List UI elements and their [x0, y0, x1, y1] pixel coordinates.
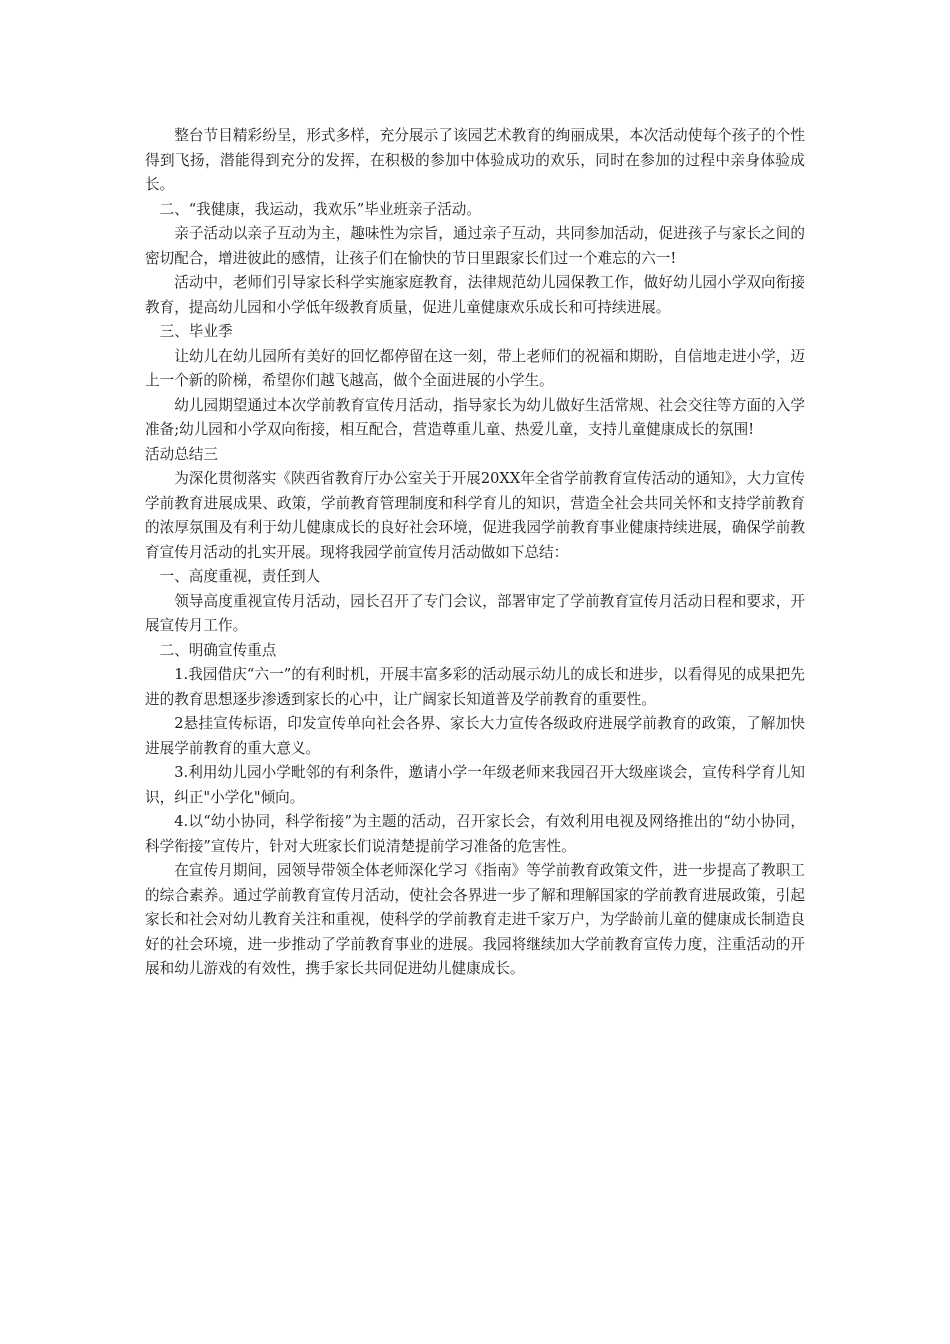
list-item: 4.以“幼小协同，科学衔接”为主题的活动，召开家长会，有效利用电视及网络推出的“幼小协同，科学衔接”宣传片，针对大班家长们说清楚提前学习准备的危害性。 [145, 813, 805, 855]
paragraph: 幼儿园期望通过本次学前教育宣传月活动，指导家长为幼儿做好生活常规、社会交往等方面的入学准备;幼儿园和小学双向衔接，相互配合，营造尊重儿童、热爱儿童，支持儿童健康成长的氛围! [145, 396, 805, 438]
paragraph: 活动中，老师们引导家长科学实施家庭教育，法律规范幼儿园保教工作，做好幼儿园小学双向衔接教育，提高幼儿园和小学低年级教育质量，促进儿童健康欢乐成长和可持续进展。 [145, 274, 805, 316]
paragraph: 领导高度重视宣传月活动，园长召开了专门会议，部署审定了学前教育宣传月活动日程和要求，开展宣传月工作。 [145, 592, 805, 634]
list-item: 1.我园借庆“六一”的有利时机，开展丰富多彩的活动展示幼儿的成长和进步，以看得见的成果把先进的教育思想逐步渗透到家长的心中，让广阔家长知道普及学前教育的重要性。 [145, 666, 805, 708]
section-heading: 二、明确宣传重点 [159, 641, 277, 659]
paragraph: 在宣传月期间，园领导带领全体老师深化学习《指南》等学前教育政策文件，进一步提高了教职工的综合素养。通过学前教育宣传月活动，使社会各界进一步了解和理解国家的学前教育进展政策，引起家长和社会对幼儿教育关注和重视，使科学的学前教育走进千家万户，为学龄前儿童的健康成长制造良好的社会环境，进一步推动了学前教育事业的进展。我园将继续加大学前教育宣传力度，注重活动的开展和幼儿游戏的有效性，携手家长共同促进幼儿健康成长。 [145, 862, 805, 977]
summary-title: 活动总结三 [145, 445, 218, 463]
paragraph: 为深化贯彻落实《陕西省教育厅办公室关于开展20XX年全省学前教育宣传活动的通知》，大力宣传学前教育进展成果、政策，学前教育管理制度和科学育儿的知识，营造全社会共同关怀和支持学前教育的浓厚氛围及有利于幼儿健康成长的良好社会环境，促进我园学前教育事业健康持续进展，确保学前教育宣传月活动的扎实开展。现将我园学前宣传月活动做如下总结： [145, 470, 805, 561]
list-item: 3.利用幼儿园小学毗邻的有利条件，邀请小学一年级老师来我园召开大级座谈会，宣传科学育儿知识，纠正"小学化"倾向。 [145, 764, 805, 806]
document-body [145, 124, 805, 982]
section-heading: 一、高度重视，责任到人 [159, 568, 321, 585]
paragraph: 亲子活动以亲子互动为主，趣味性为宗旨，通过亲子互动，共同参加活动，促进孩子与家长之间的密切配合，增进彼此的感情，让孩子们在愉快的节日里跟家长们过一个难忘的六一! [145, 225, 805, 267]
list-item: 2悬挂宣传标语，印发宣传单向社会各界、家长大力宣传各级政府进展学前教育的政策，了解加快进展学前教育的重大意义。 [145, 715, 805, 757]
paragraph: 整台节目精彩纷呈，形式多样，充分展示了该园艺术教育的绚丽成果，本次活动使每个孩子的个性得到飞扬，潜能得到充分的发挥，在积极的参加中体验成功的欢乐，同时在参加的过程中亲身体验成长。 [145, 127, 805, 193]
section-heading: 三、毕业季 [159, 323, 233, 340]
paragraph: 让幼儿在幼儿园所有美好的回忆都停留在这一刻，带上老师们的祝福和期盼，自信地走进小学，迈上一个新的阶梯，希望你们越飞越高，做个全面进展的小学生。 [145, 347, 805, 389]
section-heading: 二、“我健康，我运动，我欢乐”毕业班亲子活动。 [159, 200, 481, 218]
